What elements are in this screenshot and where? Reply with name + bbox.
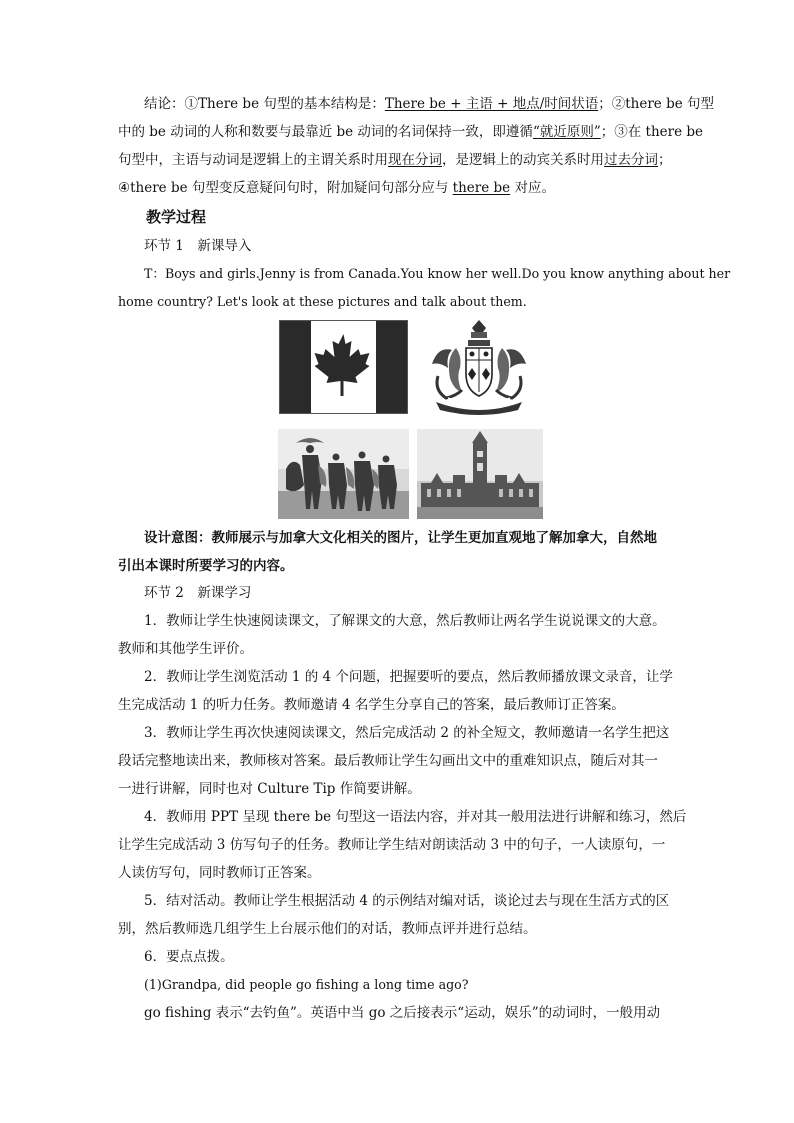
- text: 句型中，主语与动词是逻辑上的主谓关系时用: [118, 152, 388, 168]
- underlined-answer: There be + 主语 + 地点/时间状语: [384, 96, 599, 112]
- underlined-answer: 现在分词: [388, 152, 442, 168]
- item-2-line-2: 生完成活动 1 的听力任务。教师邀请 4 名学生分享自己的答案，最后教师订正答案。: [118, 697, 625, 713]
- teacher-line-1: T：Boys and girls.Jenny is from Canada.You know her well.Do you know anything about her: [144, 266, 731, 281]
- design-line-2: 引出本课时所要学习的内容。: [118, 558, 294, 574]
- indigenous-dancers-image: [278, 429, 409, 519]
- item-1-line-1: 1．教师让学生快速阅读课文，了解课文的大意，然后教师让两名学生说说课文的大意。: [144, 613, 666, 629]
- design-line-1: 设计意图：教师展示与加拿大文化相关的图片，让学生更加直观地了解加拿大，自然地: [144, 530, 657, 546]
- step2-title: 环节 2 新课学习: [144, 585, 252, 601]
- text: 结论：①There be 句型的基本结构是：: [144, 96, 385, 112]
- conclusion-line-4: [118, 174, 680, 202]
- section-title: 教学过程: [146, 208, 207, 226]
- coat-of-arms-image: [418, 318, 540, 416]
- text: ，是逻辑上的动宾关系时用: [442, 152, 604, 168]
- item-1-line-2: 教师和其他学生评价。: [118, 641, 253, 657]
- text: 对应。: [514, 180, 555, 196]
- text: ；②there be 句型: [598, 96, 715, 112]
- step2: [118, 579, 687, 1027]
- item-4-line-2: 让学生完成活动 3 仿写句子的任务。教师让学生结对朗读活动 3 中的句子，一人读原句，一: [118, 837, 666, 853]
- step1-title: 环节 1 新课导入: [144, 238, 252, 254]
- teacher-line-2: home country? Let's look at these pictures and talk about them.: [118, 294, 527, 309]
- key-point-question: (1)Grandpa, did people go fishing a long time ago?: [144, 977, 469, 992]
- item-3-line-2: 段话完整地读出来，教师核对答案。最后教师让学生勾画出文中的重难知识点，随后对其一: [118, 753, 658, 769]
- text: ；: [658, 152, 672, 168]
- underlined-answer: there be: [452, 180, 511, 196]
- canada-flag-image: [279, 320, 408, 414]
- underlined-answer: “就近原则”: [532, 124, 601, 140]
- conclusion-paragraph: [118, 90, 715, 202]
- conclusion-line-1: [118, 90, 715, 118]
- text: ；③在 there be: [600, 124, 704, 140]
- item-3-line-3: 一进行讲解，同时也对 Culture Tip 作简要讲解。: [118, 781, 421, 797]
- conclusion-line-2: [118, 118, 704, 146]
- item-4-line-1: 4．教师用 PPT 呈现 there be 句型这一语法内容，并对其一般用法进行讲解和练习，然后: [144, 809, 687, 825]
- text: 中的 be 动词的人称和数要与最靠近 be 动词的名词保持一致，即遵循: [118, 124, 533, 140]
- item-3-line-1: 3．教师让学生再次快速阅读课文，然后完成活动 2 的补全短文，教师邀请一名学生把这: [144, 725, 670, 741]
- underlined-answer: 过去分词: [604, 152, 658, 168]
- design-intent: [118, 524, 680, 580]
- item-6: 6．要点点拨。: [144, 949, 234, 965]
- parliament-building-image: [417, 429, 543, 519]
- item-5-line-2: 别，然后教师选几组学生上台展示他们的对话，教师点评并进行总结。: [118, 921, 537, 937]
- item-2-line-1: 2．教师让学生浏览活动 1 的 4 个问题，把握要听的要点，然后教师播放课文录音，让学: [144, 669, 673, 685]
- item-4-line-3: 人读仿写句，同时教师订正答案。: [118, 865, 321, 881]
- step1: [118, 232, 731, 316]
- key-point-explanation: go fishing 表示“去钓鱼”。英语中当 go 之后接表示“运动，娱乐”的动词时，一般用动: [144, 1005, 661, 1021]
- item-5-line-1: 5．结对活动。教师让学生根据活动 4 的示例结对编对话，谈论过去与现在生活方式的区: [144, 893, 670, 909]
- text: ④there be 句型变反意疑问句时，附加疑问句部分应与: [118, 180, 449, 196]
- conclusion-line-3: [118, 146, 680, 174]
